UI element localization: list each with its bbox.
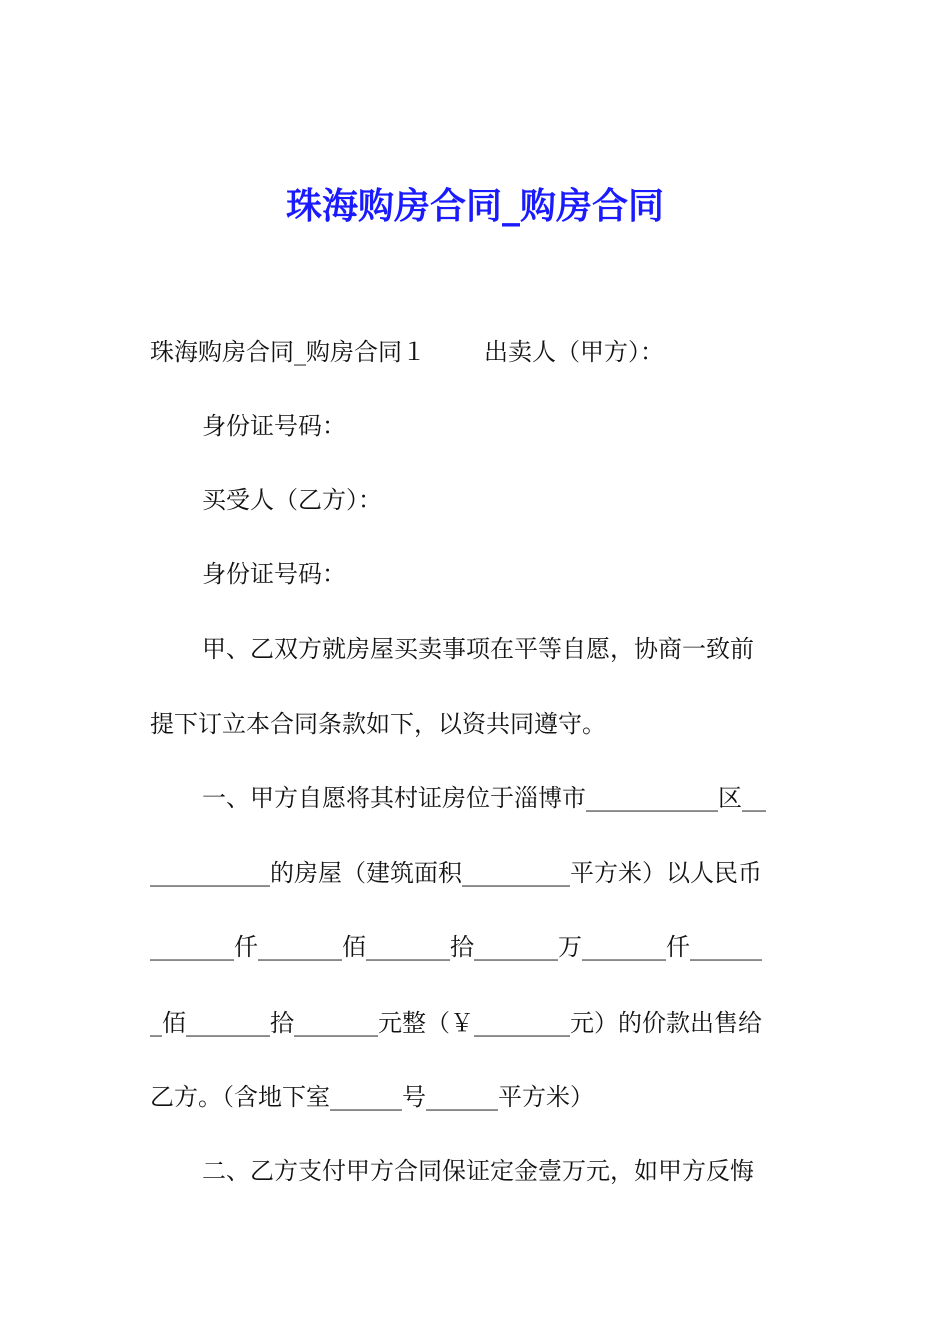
clause-1-line: _______仟_______佰_______拾_______万_______仟______ (150, 933, 762, 961)
clause-1-line: __________的房屋（建筑面积_________平方米）以人民币 (150, 859, 762, 887)
clause-1-line: 乙方。（含地下室______号______平方米） (150, 1083, 594, 1111)
paragraph-line: 甲、乙双方就房屋买卖事项在平等自愿，协商一致前 (202, 635, 754, 663)
clause-1-line: _佰_______拾_______元整（￥________元）的价款出售给 (150, 1009, 762, 1037)
seller-id-label: 身份证号码： (202, 412, 346, 440)
clause-1-line: 一、甲方自愿将其村证房位于淄博市___________区__ (202, 784, 766, 812)
buyer-label: 买受人（乙方）： (202, 486, 382, 514)
paragraph-line (150, 336, 664, 368)
buyer-id-label: 身份证号码： (202, 560, 346, 588)
paragraph-line: 提下订立本合同条款如下，以资共同遵守。 (150, 710, 606, 738)
seller-label: 出卖人（甲方）： (484, 338, 664, 366)
document-title: 珠海购房合同_购房合同 (285, 185, 664, 227)
clause-2-line: 二、乙方支付甲方合同保证定金壹万元，如甲方反悔 (202, 1157, 754, 1185)
heading-label: 珠海购房合同_购房合同１ (150, 338, 426, 366)
